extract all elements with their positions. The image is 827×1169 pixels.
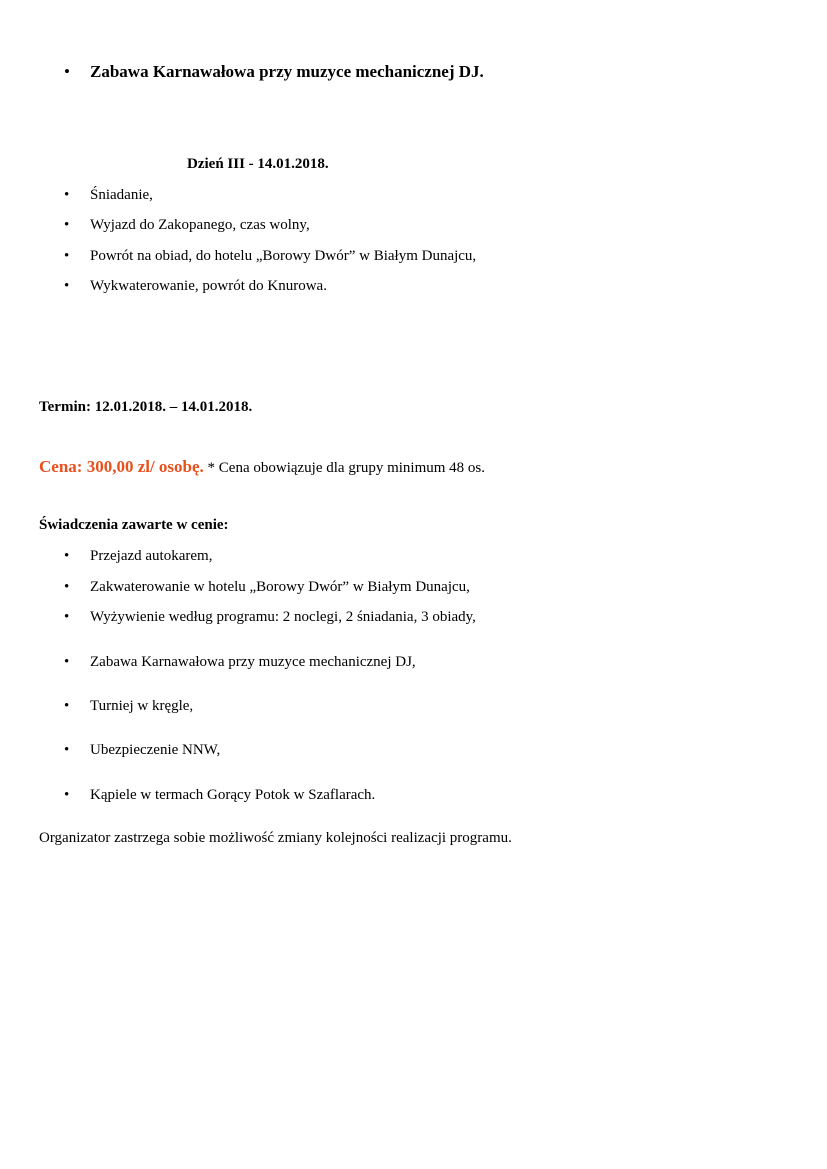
bullet-icon: • [64, 548, 70, 564]
price-note: * Cena obowiązuje dla grupy minimum 48 os. [203, 460, 486, 476]
list-item-text: Śniadanie, [90, 187, 153, 203]
top-item-text: Zabawa Karnawałowa przy muzyce mechanicznej DJ. [90, 62, 484, 81]
list-item-text: Ubezpieczenie NNW, [90, 742, 221, 758]
bullet-icon: • [64, 609, 70, 625]
termin-line: Termin: 12.01.2018. – 14.01.2018. [39, 399, 253, 415]
bullet-icon: • [64, 742, 70, 758]
bullet-icon: • [64, 698, 70, 714]
organizer-note: Organizator zastrzega sobie możliwość zmiany kolejności realizacji programu. [39, 830, 512, 846]
bullet-icon: • [64, 579, 70, 595]
bullet-icon: • [64, 217, 70, 233]
bullet-icon: • [64, 654, 70, 670]
day3-heading: Dzień III - 14.01.2018. [187, 156, 329, 172]
price-line [39, 457, 485, 478]
bullet-icon: • [64, 187, 70, 203]
bullet-icon: • [64, 62, 70, 81]
included-heading: Świadczenia zawarte w cenie: [39, 517, 229, 533]
list-item-text: Powrót na obiad, do hotelu „Borowy Dwór” w Białym Dunajcu, [90, 248, 477, 264]
list-item-text: Zabawa Karnawałowa przy muzyce mechanicznej DJ, [90, 654, 416, 670]
list-item-text: Zakwaterowanie w hotelu „Borowy Dwór” w Białym Dunajcu, [90, 579, 470, 595]
list-item-text: Wyjazd do Zakopanego, czas wolny, [90, 217, 310, 233]
bullet-icon: • [64, 248, 70, 264]
list-item-text: Wyżywienie według programu: 2 noclegi, 2 śniadania, 3 obiady, [90, 609, 476, 625]
bullet-icon: • [64, 278, 70, 294]
list-item-text: Przejazd autokarem, [90, 548, 213, 564]
list-item-text: Kąpiele w termach Gorący Potok w Szaflarach. [90, 787, 376, 803]
list-item-text: Wykwaterowanie, powrót do Knurowa. [90, 278, 327, 294]
price-label: Cena: 300,00 zl/ osobę. [39, 457, 204, 476]
list-item-text: Turniej w kręgle, [90, 698, 194, 714]
bullet-icon: • [64, 787, 70, 803]
